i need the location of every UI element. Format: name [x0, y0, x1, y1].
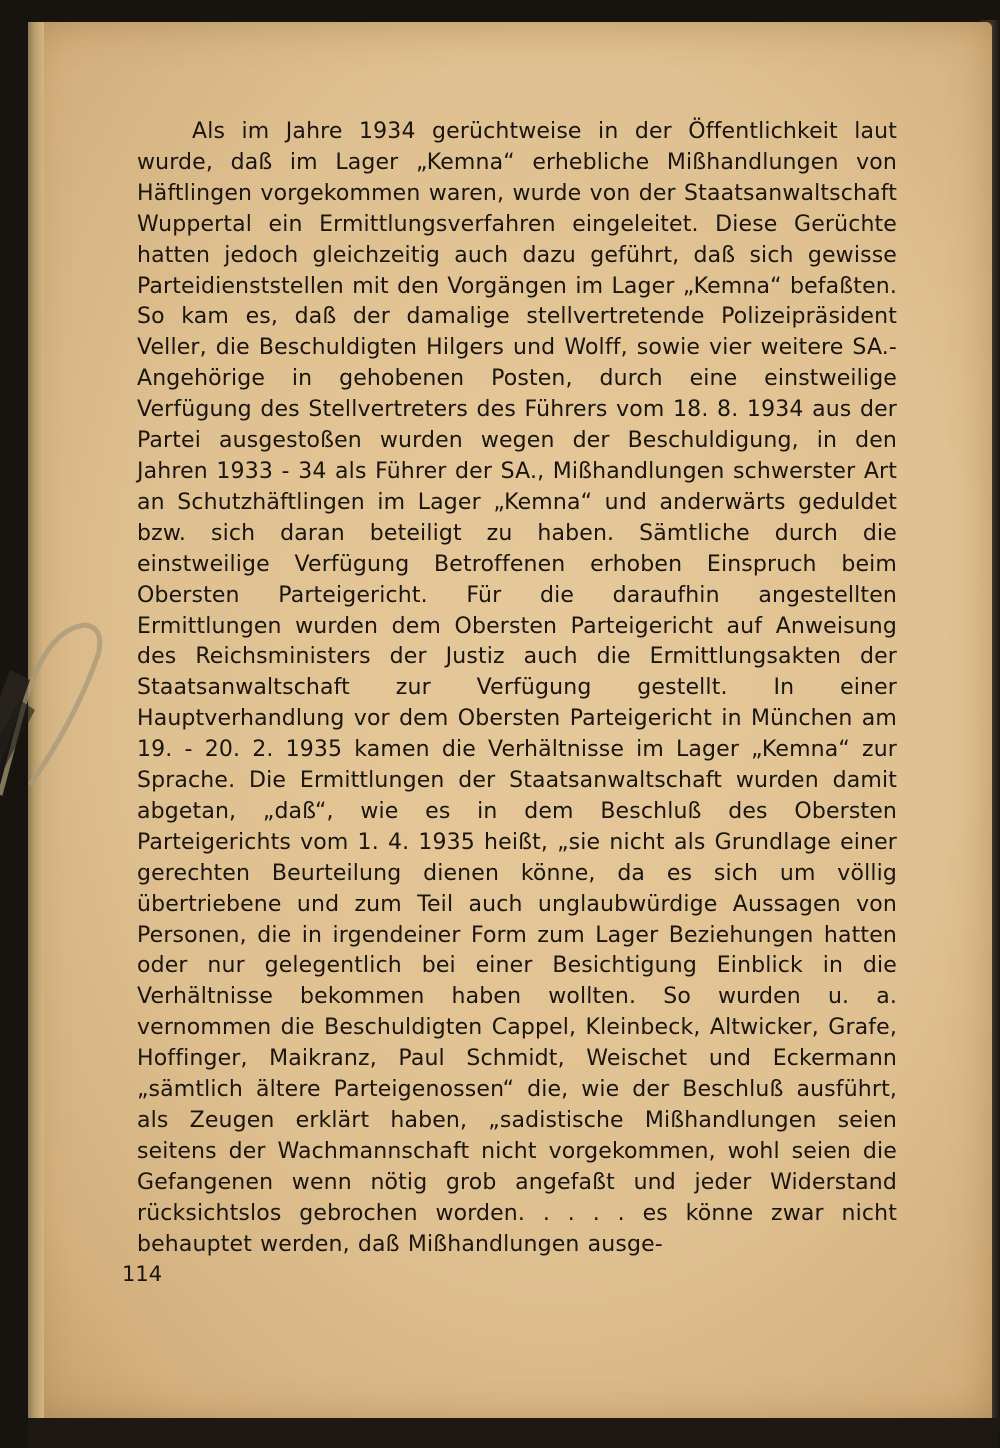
page-number: 114 — [122, 1262, 163, 1286]
page-gutter-edge — [28, 22, 44, 1422]
body-paragraph: Als im Jahre 1934 gerüchtweise in der Öffentlichkeit laut wurde, daß im Lager „Kemna“ erhebliche Mißhandlungen von Häftlingen vorgekommen waren, wurde von der Staatsanwaltschaft Wuppertal ein Ermittlungsverfahren eingeleitet. Diese Gerüchte hatten jedoch gleichzeitig auch dazu geführt, daß sich gewisse Parteidienststellen mit den Vorgängen im Lager „Kemna“ befaßten. So kam es, daß der damalige stellvertretende Polizeipräsident Veller, die Beschuldigten Hilgers und Wolff, sowie vier weitere SA.-Angehörige in gehobenen Posten, durch eine einstweilige Verfügung des Stellvertreters des Führers vom 18. 8. 1934 aus der Partei ausgestoßen wurden wegen der Beschuldigung, in den Jahren 1933 - 34 als Führer der SA., Mißhandlungen schwerster Art an Schutzhäftlingen im Lager „Kemna“ und anderwärts geduldet bzw. sich daran beteiligt zu haben. Sämtliche durch die einstweilige Verfügung Betroffenen erhoben Einspruch beim Obersten Parteigericht. Für die daraufhin angestellten Ermittlungen wurden dem Obersten Parteigericht auf Anweisung des Reichsministers der Justiz auch die Ermittlungsakten der Staatsanwaltschaft zur Verfügung gestellt. In einer Hauptverhandlung vor dem Obersten Parteigericht in München am 19. - 20. 2. 1935 kamen die Verhältnisse im Lager „Kemna“ zur Sprache. Die Ermittlungen der Staatsanwaltschaft wurden damit abgetan, „daß“, wie es in dem Beschluß des Obersten Parteigerichts vom 1. 4. 1935 heißt, „sie nicht als Grundlage einer gerechten Beurteilung dienen könne, da es sich um völlig übertriebene und zum Teil auch unglaubwürdige Aussagen von Personen, die in irgendeiner Form zum Lager Beziehungen hatten oder nur gelegentlich bei einer Besichtigung Einblick in die Verhältnisse bekommen haben wollten. So wurden u. a. vernommen die Beschuldigten Cappel, Kleinbeck, Altwicker, Grafe, Hoffinger, Maikranz, Paul Schmidt, Weischet und Eckermann „sämtlich ältere Parteigenossen“ die, wie der Beschluß ausführt, als Zeugen erklärt haben, „sadistische Mißhandlungen seien seitens der Wachmannschaft nicht vorgekommen, wohl seien die Gefangenen wenn nötig grob angefaßt und jeder Widerstand rücksichtslos gebrochen worden. . . . . es könne zwar nicht behauptet werden, daß Mißhandlungen ausge- — [137, 119, 897, 1257]
scan-bottom-border — [28, 1418, 998, 1448]
